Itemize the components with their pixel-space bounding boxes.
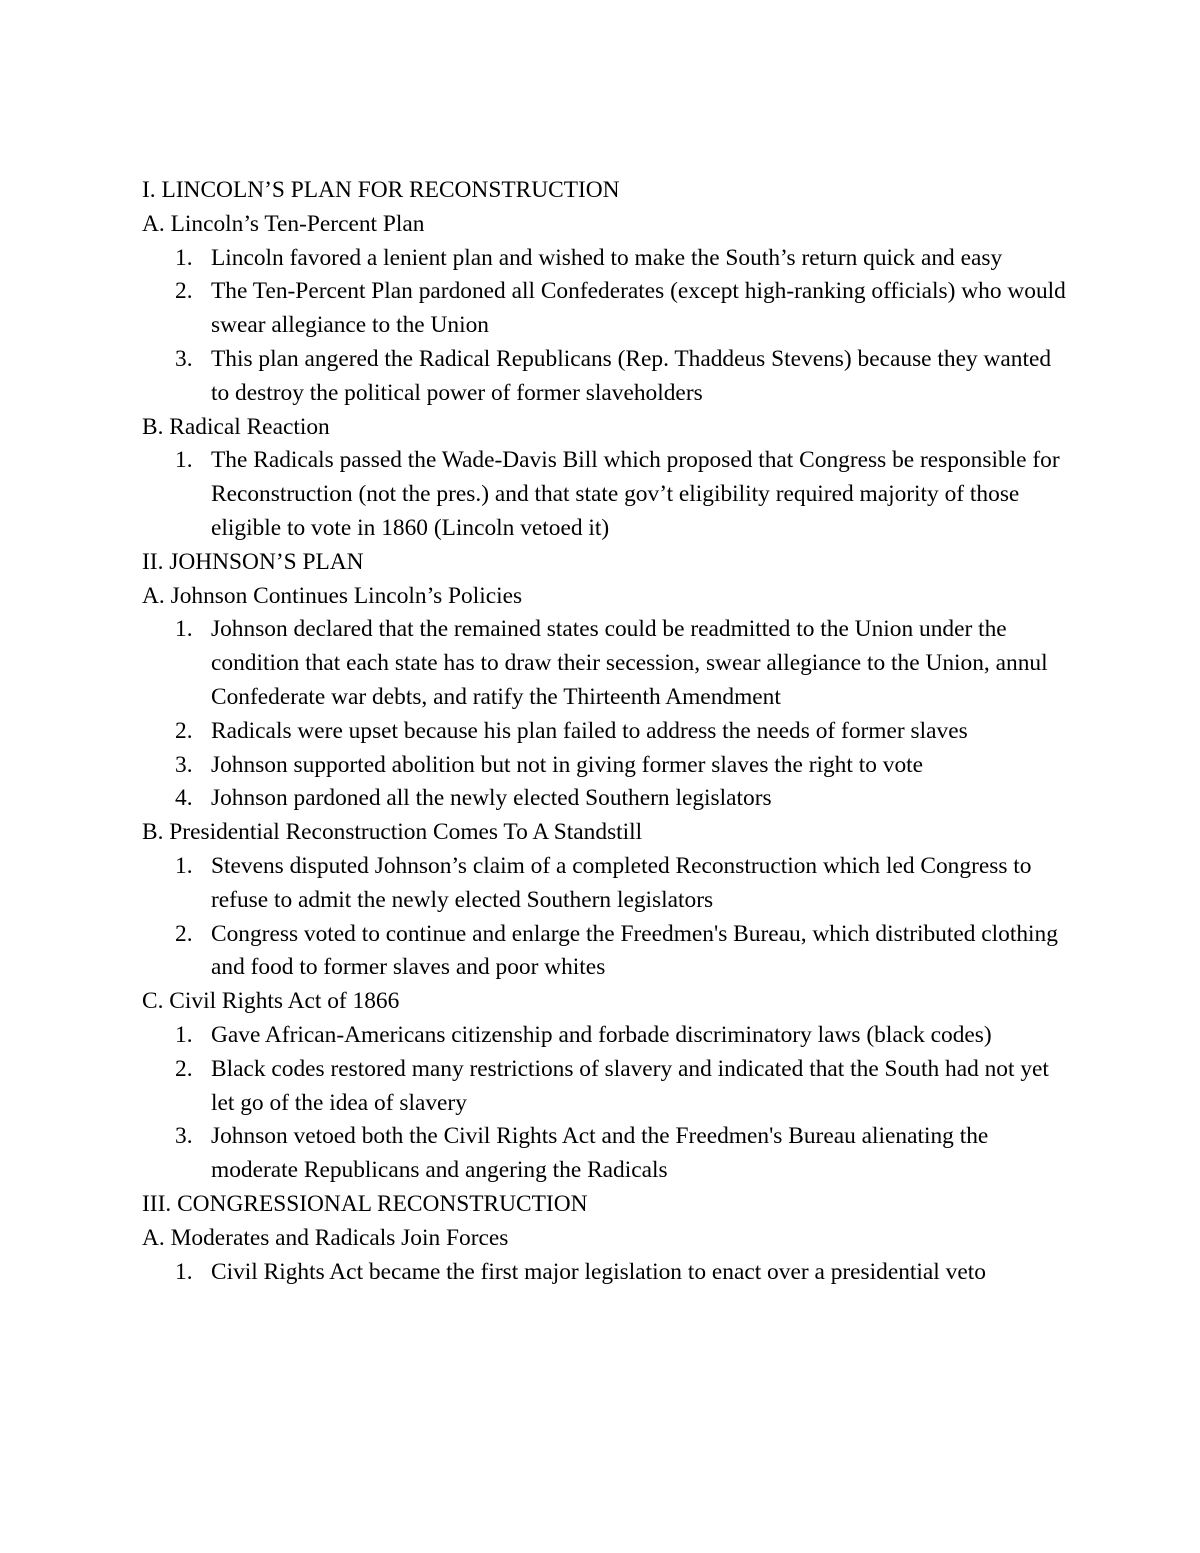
subsection-title: B. Radical Reaction xyxy=(142,413,330,440)
item-list xyxy=(142,242,1072,411)
item-number: 1. xyxy=(175,244,193,271)
item-list xyxy=(142,613,1072,816)
item-text: The Radicals passed the Wade-Davis Bill which proposed that Congress be responsible for Reconstruction (not the pres.) and that state gov’t eligibility required majority of those eligible to vote in 1860 (Lincoln vetoed it) xyxy=(211,447,1060,541)
item-number: 3. xyxy=(175,751,193,778)
section-heading: I. LINCOLN’S PLAN FOR RECONSTRUCTION xyxy=(142,177,620,203)
item-number: 1. xyxy=(175,852,193,879)
list-item xyxy=(142,613,1071,714)
subsection-title: A. Moderates and Radicals Join Forces xyxy=(142,1224,509,1251)
item-text: Johnson supported abolition but not in giving former slaves the right to vote xyxy=(211,751,924,778)
item-number: 1. xyxy=(175,1258,193,1285)
item-number: 1. xyxy=(175,447,193,474)
item-list xyxy=(142,444,1072,545)
list-item xyxy=(142,1019,1071,1053)
list-item xyxy=(142,275,1071,343)
subsection-title: A. Lincoln’s Ten-Percent Plan xyxy=(142,210,425,237)
list-item xyxy=(142,749,1071,783)
list-item xyxy=(142,715,1071,749)
item-text: This plan angered the Radical Republicans (Rep. Thaddeus Stevens) because they wanted to destroy the political power of former slaveholders xyxy=(211,345,1052,406)
item-number: 4. xyxy=(175,785,193,812)
subsection-title: A. Johnson Continues Lincoln’s Policies xyxy=(142,582,523,609)
item-number: 3. xyxy=(175,345,193,372)
subsection-presidential-standstill xyxy=(142,816,1072,985)
list-item xyxy=(142,918,1071,986)
item-list xyxy=(142,1256,1072,1290)
list-item xyxy=(142,444,1071,545)
item-text: Johnson declared that the remained states could be readmitted to the Union under the condition that each state has to draw their secession, swear allegiance to the Union, annul Confederate war debts, and ratify the Thirteenth Amendment xyxy=(211,616,1048,710)
section-johnsons-plan xyxy=(142,546,1072,1188)
subsection-title: B. Presidential Reconstruction Comes To A Standstill xyxy=(142,819,643,846)
item-number: 1. xyxy=(175,616,193,643)
item-text: Johnson vetoed both the Civil Rights Act and the Freedmen's Bureau alienating the moderate Republicans and angering the Radicals xyxy=(211,1123,989,1184)
item-number: 3. xyxy=(175,1123,193,1150)
subsection-moderates-radicals xyxy=(142,1222,1072,1290)
section-heading: II. JOHNSON’S PLAN xyxy=(142,548,364,575)
list-item xyxy=(142,850,1071,918)
item-text: Gave African-Americans citizenship and forbade discriminatory laws (black codes) xyxy=(211,1021,992,1048)
item-list xyxy=(142,1019,1072,1188)
item-text: Johnson pardoned all the newly elected Southern legislators xyxy=(211,785,772,812)
item-text: Stevens disputed Johnson’s claim of a completed Reconstruction which led Congress to refuse to admit the newly elected Southern legislators xyxy=(211,852,1032,913)
item-text: Lincoln favored a lenient plan and wished to make the South’s return quick and easy xyxy=(211,244,1003,271)
item-list xyxy=(142,850,1072,985)
item-number: 1. xyxy=(175,1021,193,1048)
section-lincolns-plan xyxy=(142,174,1072,546)
subsection-radical-reaction xyxy=(142,411,1072,546)
item-text: Congress voted to continue and enlarge the Freedmen's Bureau, which distributed clothing and food to former slaves and poor whites xyxy=(211,920,1058,981)
list-item xyxy=(142,1120,1071,1188)
subsection-johnson-continues xyxy=(142,580,1072,817)
item-number: 2. xyxy=(175,278,193,305)
item-number: 2. xyxy=(175,920,193,947)
item-text: The Ten-Percent Plan pardoned all Confederates (except high-ranking officials) who would swear allegiance to the Union xyxy=(211,278,1066,339)
subsection-title: C. Civil Rights Act of 1866 xyxy=(142,988,400,1015)
subsection-civil-rights-act xyxy=(142,985,1072,1188)
list-item xyxy=(142,782,1071,816)
list-item xyxy=(142,343,1071,411)
item-number: 2. xyxy=(175,1055,193,1082)
section-congressional-reconstruction xyxy=(142,1188,1072,1289)
list-item xyxy=(142,1256,1071,1290)
document-outline xyxy=(142,174,1072,1289)
item-number: 2. xyxy=(175,717,193,744)
list-item xyxy=(142,242,1071,276)
subsection-ten-percent-plan xyxy=(142,208,1072,411)
list-item xyxy=(142,1053,1071,1121)
item-text: Black codes restored many restrictions of slavery and indicated that the South had not yet let go of the idea of slavery xyxy=(211,1055,1049,1116)
item-text: Radicals were upset because his plan failed to address the needs of former slaves xyxy=(211,717,968,744)
item-text: Civil Rights Act became the first major legislation to enact over a presidential veto xyxy=(211,1258,986,1285)
section-heading: III. CONGRESSIONAL RECONSTRUCTION xyxy=(142,1190,588,1217)
